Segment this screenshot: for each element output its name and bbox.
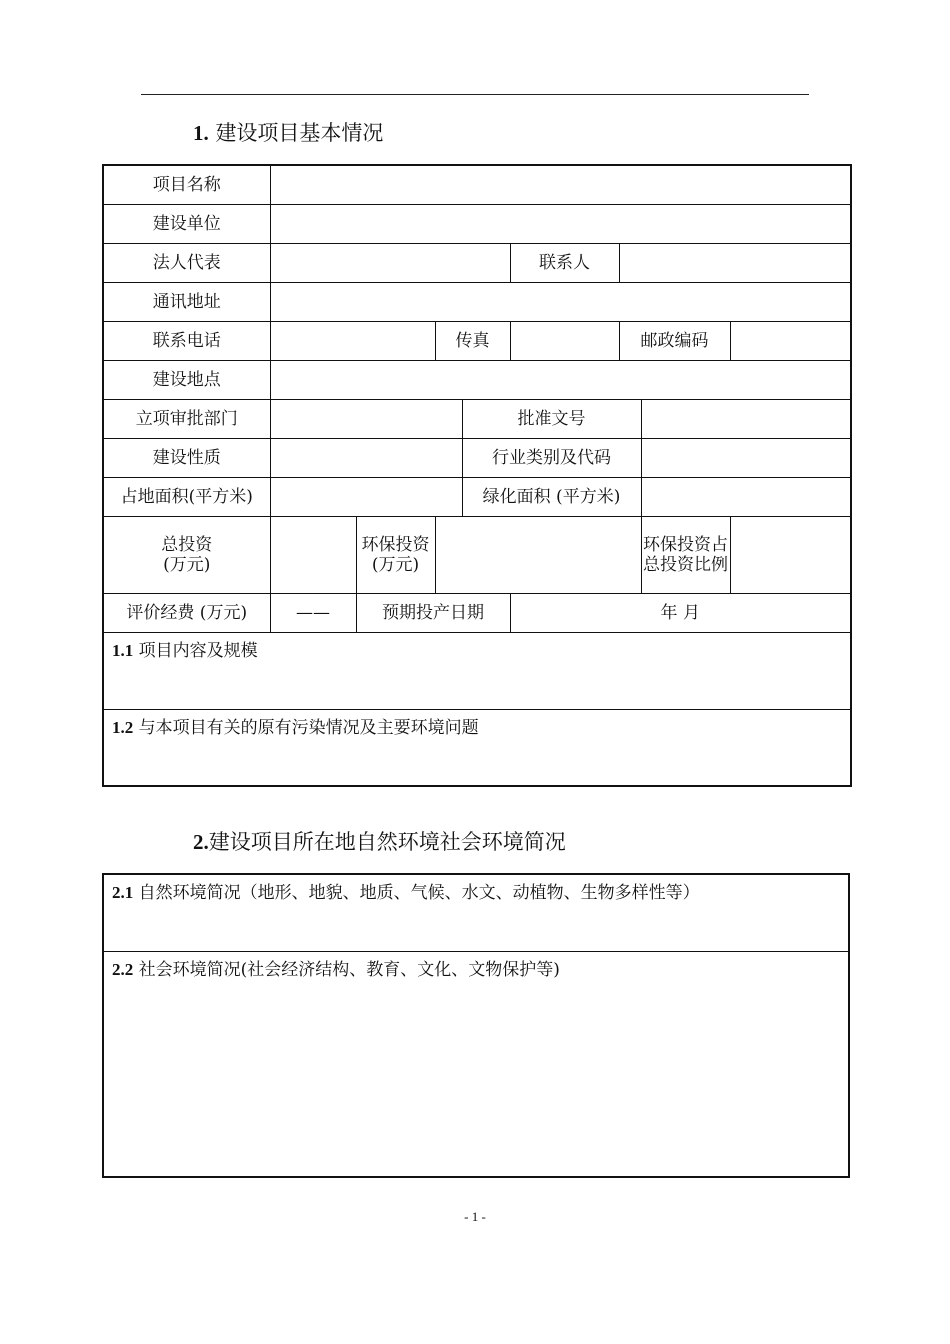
field-address[interactable] [270,282,851,321]
sub-1-1-title: 项目内容及规模 [133,640,258,661]
sub-1-2-number: 1.2 [112,717,134,737]
sub-2-2-title: 社会环境简况(社会经济结构、教育、文化、文物保护等) [133,959,560,980]
field-phone[interactable] [270,321,435,360]
label-postal-code: 邮政编码 [619,321,730,360]
project-basic-info-table [102,164,852,787]
field-env-investment[interactable] [435,516,641,593]
field-approval-doc[interactable] [641,399,851,438]
field-construction-unit[interactable] [270,204,851,243]
field-contact-person[interactable] [619,243,851,282]
field-total-investment[interactable] [270,516,356,593]
sub-2-1-number: 2.1 [112,883,134,902]
section-1-heading [193,117,383,147]
field-fax[interactable] [510,321,619,360]
field-social-environment[interactable] [103,951,849,1177]
section-1-number: 1. [193,121,209,145]
field-industry-code[interactable] [641,438,851,477]
field-land-area[interactable] [270,477,462,516]
sub-1-2-title: 与本项目有关的原有污染情况及主要环境问题 [133,717,479,738]
field-expected-date[interactable]: 年 月 [510,593,851,632]
env-investment-line2: (万元) [371,554,420,575]
label-land-area: 占地面积(平方米) [103,477,270,516]
sub-2-2-number: 2.2 [112,959,134,979]
field-approval-dept[interactable] [270,399,462,438]
section-2-heading [193,826,566,856]
field-env-ratio[interactable] [730,516,851,593]
sub-2-1-title: 自然环境简况（地形、地貌、地质、气候、水文、动植物、生物多样性等） [133,883,700,903]
field-location[interactable] [270,360,851,399]
label-project-name: 项目名称 [103,165,270,204]
label-eval-fee: 评价经费 (万元) [103,593,270,632]
label-industry-code: 行业类别及代码 [462,438,641,477]
label-location: 建设地点 [103,360,270,399]
field-legal-rep[interactable] [270,243,510,282]
label-approval-doc: 批准文号 [462,399,641,438]
label-env-investment [356,516,435,593]
header-rule [141,94,809,95]
field-eval-fee[interactable]: —— [270,593,356,632]
environment-overview-table [102,873,850,1178]
label-phone: 联系电话 [103,321,270,360]
label-address: 通讯地址 [103,282,270,321]
label-construction-unit: 建设单位 [103,204,270,243]
label-nature: 建设性质 [103,438,270,477]
field-postal-code[interactable] [730,321,851,360]
env-ratio-line2: 总投资比例 [643,554,728,575]
label-green-area: 绿化面积 (平方米) [462,477,641,516]
label-contact-person: 联系人 [510,243,619,282]
env-investment-line1: 环保投资 [361,534,430,555]
label-env-ratio [641,516,730,593]
page-number: - 1 - [464,1209,486,1224]
section-2-number: 2. [193,830,209,854]
field-green-area[interactable] [641,477,851,516]
field-pollution-issues[interactable] [103,709,851,786]
total-investment-line1: 总投资 [161,534,213,555]
section-2-title: 建设项目所在地自然环境社会环境简况 [208,830,566,854]
env-ratio-line1: 环保投资占 [643,534,728,555]
label-expected-date: 预期投产日期 [356,593,510,632]
field-nature[interactable] [270,438,462,477]
label-legal-rep: 法人代表 [103,243,270,282]
section-1-title: 建设项目基本情况 [215,121,384,145]
sub-1-1-number: 1.1 [112,640,134,660]
field-natural-environment[interactable] [103,874,849,951]
total-investment-line2: (万元) [163,554,211,575]
label-fax: 传真 [435,321,510,360]
label-total-investment [103,516,270,593]
field-project-content[interactable] [103,632,851,709]
label-approval-dept: 立项审批部门 [103,399,270,438]
field-project-name[interactable] [270,165,851,204]
